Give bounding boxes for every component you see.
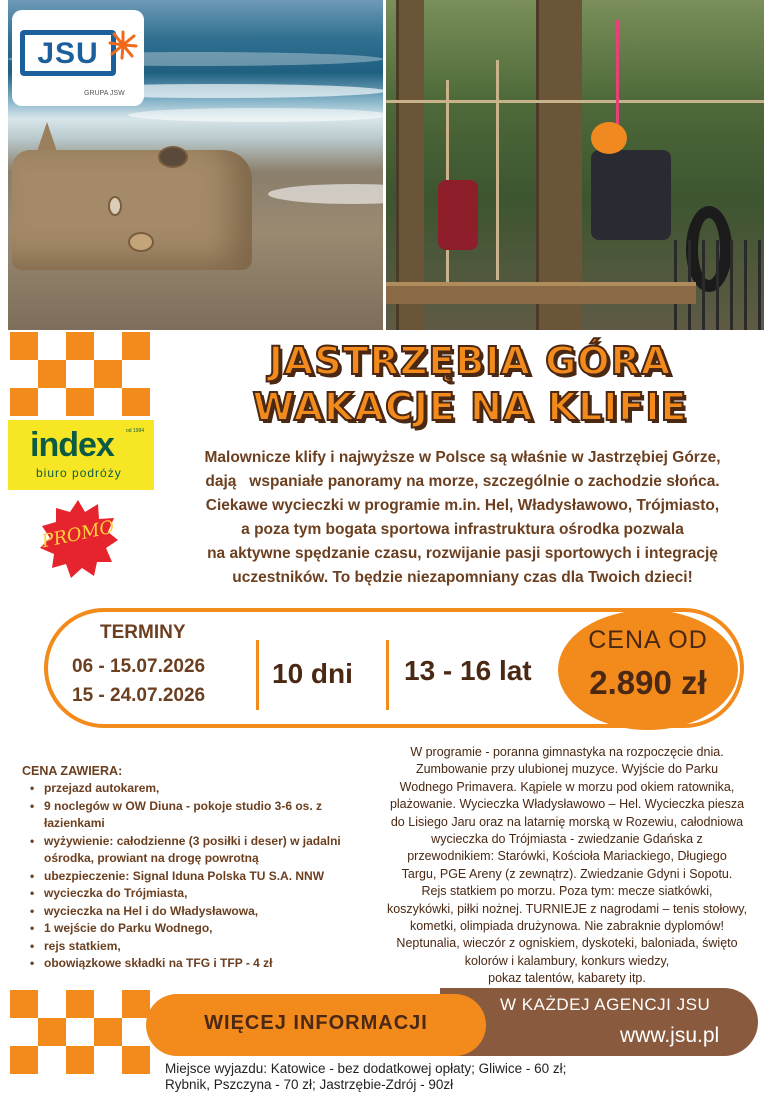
agency-line: W KAŻDEJ AGENCJI JSU [500, 995, 711, 1014]
rope-park-photo [386, 0, 764, 330]
includes-list [30, 780, 370, 973]
intro-line: Malownicze klify i najwyższe w Polsce są właśnie w Jastrzębiej Górze, [204, 449, 721, 466]
includes-item: • wycieczka na Hel i do Władysławowa, [30, 903, 370, 921]
program-line: Neptunalia, wieczór z ogniskiem, dyskoteki, baloniada, święto [396, 936, 738, 951]
terms-label: TERMINY [100, 622, 186, 643]
program-line: W programie - poranna gimnastyka na rozpoczęcie dnia. [410, 745, 724, 759]
intro-line: na aktywne spędzanie czasu, rozwijanie pasji sportowych i integrację [207, 545, 718, 562]
website-link[interactable]: www.jsu.pl [620, 1024, 720, 1047]
program-line: wycieczka do Trójmiasta - zwiedzanie Gdańska z [431, 832, 703, 847]
jsu-logo-subtext: GRUPA JSW [84, 90, 125, 97]
term-date-1: 06 - 15.07.2026 [72, 656, 206, 677]
program-line: kometki, olimpiada drużynowa. Nie zabraknie dyplomów! [409, 919, 725, 934]
intro-line: Ciekawe wycieczki w programie m.in. Hel, Władysławowo, Trójmiasto, [205, 497, 720, 514]
program-line: koszykówki, piłki nożnej. TURNIEJE z nagrodami – tenis stołowy, [386, 901, 748, 916]
index-logo-word: index [30, 426, 114, 464]
program-line: plażowanie. Wycieczka Władysławowo – Hel. Wycieczka piesza [389, 797, 745, 812]
includes-item: • obowiązkowe składki na TFG i TFP - 4 zł [30, 955, 370, 973]
includes-item: • 9 noclegów w OW Diuna - pokoje studio 3-6 os. z łazienkami [30, 798, 370, 833]
price-label: CENA OD [588, 626, 708, 654]
intro-line: dają wspaniałe panoramy na morze, szczególnie o zachodzie słońca. [205, 473, 720, 490]
program-line: Zumbowanie przy ulubionej muzyce. Wyjście do Parku [415, 762, 719, 777]
sunburst-icon [108, 30, 138, 60]
intro-paragraph [150, 446, 775, 590]
intro-line: uczestników. To będzie niezapomniany czas dla Twoich dzieci! [232, 569, 693, 586]
headline-line-1: JASTRZĘBIA GÓRA [268, 339, 672, 383]
program-line: kolorów i kalambury, konkurs wiedzy, [464, 953, 670, 968]
departure-info [165, 1061, 635, 1093]
program-line: do Lisiego Jaru oraz na latarnię morską w Rozewiu, całodniowa [390, 814, 744, 829]
promo-label: PROMO [39, 516, 117, 553]
program-line: Rejs statkiem po morzu. Poza tym: mecze siatkówki, [421, 884, 713, 899]
departure-line-1: Miejsce wyjazdu: Katowice - bez dodatkowej opłaty; Gliwice - 60 zł; [165, 1061, 567, 1076]
terms-divider [386, 640, 389, 710]
terms-divider [256, 640, 259, 710]
checker-pattern-top [10, 332, 150, 416]
program-line: Wodnego Primavera. Kąpiele w morzu pod okiem ratownika, [399, 779, 735, 794]
includes-title: CENA ZAWIERA: [22, 764, 123, 778]
headline-line-2: WAKACJE NA KLIFIE [252, 385, 688, 429]
age-range: 13 - 16 lat [404, 655, 532, 686]
more-info-label: WIĘCEJ INFORMACJI [204, 1012, 428, 1034]
jsu-logo [12, 10, 144, 106]
price-value: 2.890 zł [589, 664, 707, 701]
trip-duration: 10 dni [272, 658, 353, 689]
includes-item: • 1 wejście do Parku Wodnego, [30, 920, 370, 938]
index-logo-subtitle: biuro podróży [36, 466, 122, 480]
program-line: pokaz talentów, kabarety itp. [488, 971, 646, 986]
includes-item: • przejazd autokarem, [30, 780, 370, 798]
checker-pattern-bottom [10, 990, 150, 1074]
term-date-2: 15 - 24.07.2026 [72, 685, 206, 706]
index-logo-since: od 1994 [126, 428, 145, 434]
includes-item: • wycieczka do Trójmiasta, [30, 885, 370, 903]
includes-item: • rejs statkiem, [30, 938, 370, 956]
includes-item: • ubezpieczenie: Signal Iduna Polska TU S.A. NNW [30, 868, 370, 886]
jsu-logo-text: JSU [37, 37, 99, 70]
includes-item: • wyżywienie: całodzienne (3 posiłki i deser) w jadalni ośrodka, prowiant na drogę powrotną [30, 833, 370, 868]
intro-line: a poza tym bogata sportowa infrastruktura ośrodka pozwala [241, 521, 684, 538]
index-logo [8, 420, 154, 490]
program-description [370, 744, 764, 988]
jsu-logo-frame [20, 30, 116, 76]
program-line: przewodnikiem: Starówki, Kościoła Mariackiego, Długiego [407, 849, 727, 864]
headline [170, 338, 770, 430]
program-line: Targu, PGE Areny (z zewnątrz). Zwiedzanie Gdyni i Sopotu. [401, 866, 733, 881]
promo-badge [38, 498, 118, 578]
departure-line-2: Rybnik, Pszczyna - 70 zł; Jastrzębie-Zdrój - 90zł [165, 1077, 454, 1092]
